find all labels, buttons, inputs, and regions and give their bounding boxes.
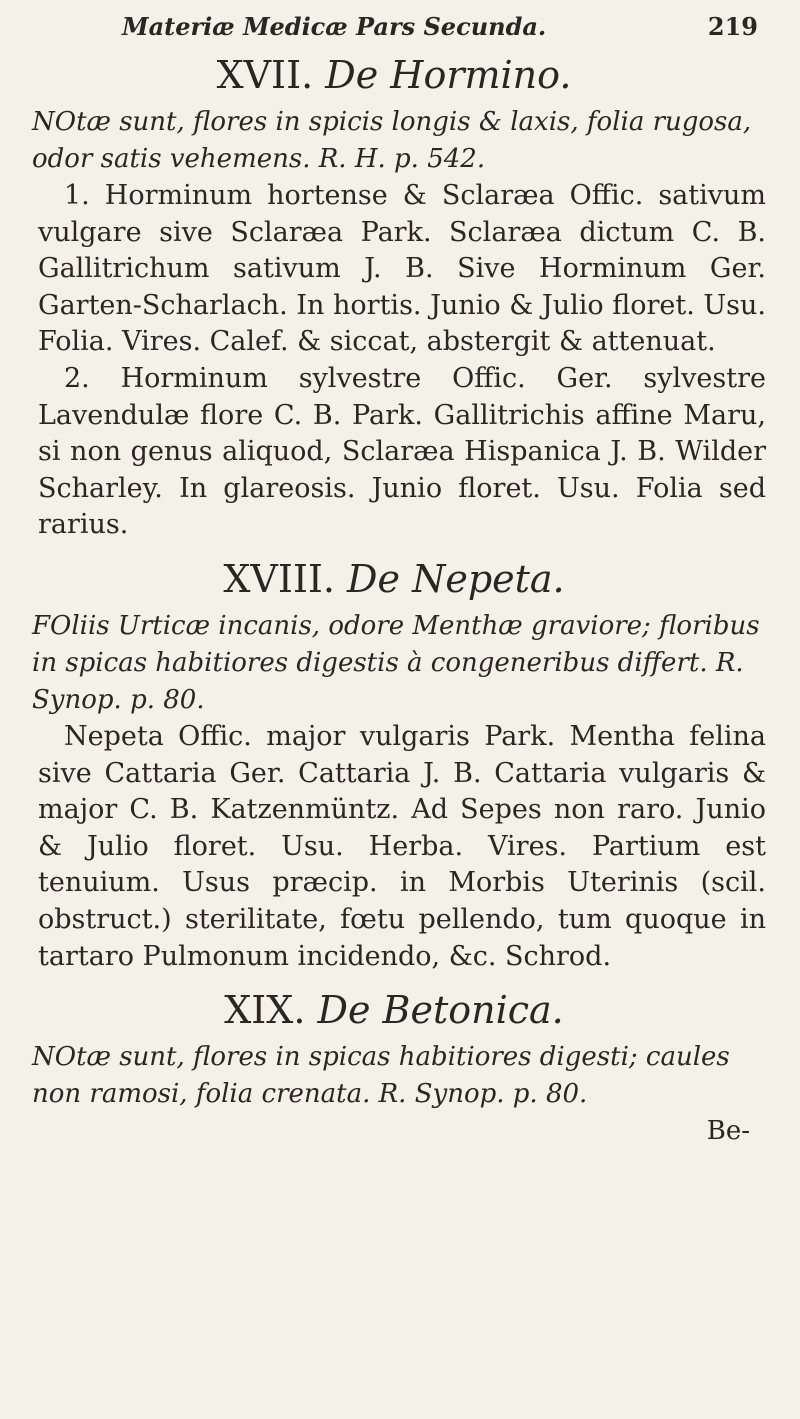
page-number: 219 xyxy=(707,12,758,41)
catchword: Be- xyxy=(706,1116,750,1147)
section-title: De Nepeta. xyxy=(347,556,565,601)
section-number: XVII. xyxy=(216,53,314,97)
running-header xyxy=(22,0,766,40)
section-description: NOtæ sunt, flores in spicas habitiores digesti; caules non ramosi, folia crenata. R. Synop. p. 80. xyxy=(32,1042,730,1110)
section-description: FOliis Urticæ incanis, odore Menthæ graviore; floribus in spicas habitiores digestis à congeneribus differt. R. Synop. p. 80. xyxy=(32,610,760,715)
running-title: Materiæ Medicæ Pars Secunda. xyxy=(122,12,547,41)
section-description: NOtæ sunt, flores in spicis longis & laxis, folia rugosa, odor satis vehemens. R. H. p. 542. xyxy=(32,107,752,174)
section-number: XIX. xyxy=(224,988,306,1033)
section-heading xyxy=(22,550,766,608)
section-heading xyxy=(22,981,766,1039)
entry-paragraph: Nepeta Offic. major vulgaris Park. Mentha felina sive Cattaria Ger. Cattaria J. B. Cattaria vulgaris & major C. B. Katzenmüntz. Ad Sepes non raro. Junio & Julio floret. Usu. Herba. Vires. Partium est tenuium. Usus præcip. in Morbis Uterinis (scil. obstruct.) sterilitate, fœtu pellendo, tum quoque in tartaro Pulmonum incidendo, &c. Schrod. xyxy=(38,720,766,972)
section-title: De Betonica. xyxy=(317,988,564,1033)
section-title: De Hormino. xyxy=(325,53,572,97)
section-number: XVIII. xyxy=(223,556,335,601)
entry-paragraph: 2. Horminum sylvestre Offic. Ger. sylvestre Lavendulæ flore C. B. Park. Gallitrichis affine Maru, si non genus aliquod, Sclaræa Hispanica J. B. Wilder Scharley. In glareosis. Junio floret. Usu. Folia sed rarius. xyxy=(38,362,766,541)
entry-paragraph: 1. Horminum hortense & Sclaræa Offic. sativum vulgare sive Sclaræa Park. Sclaræa dictum C. B. Gallitrichum sativum J. B. Sive Horminum Ger. Garten-Scharlach. In hortis. Junio & Julio floret. Usu. Folia. Vires. Calef. & siccat, abstergit & attenuat. xyxy=(38,180,766,358)
section-heading xyxy=(22,46,766,104)
